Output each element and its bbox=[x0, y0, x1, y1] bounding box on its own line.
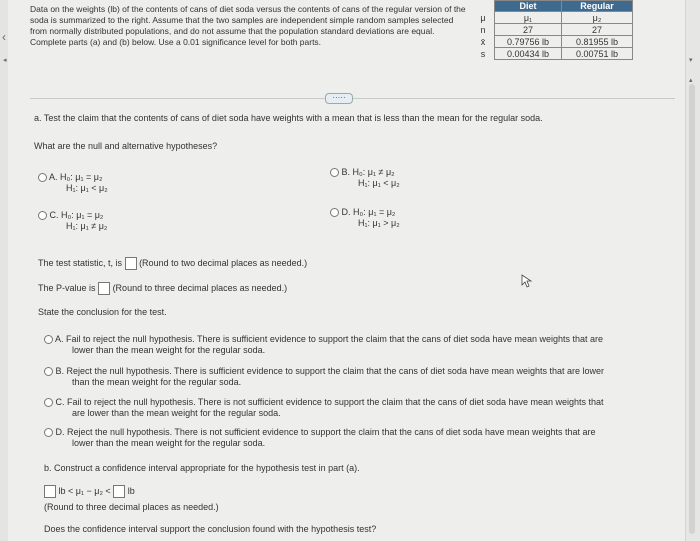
hyp-option-c[interactable] bbox=[38, 210, 107, 232]
test-statistic-line bbox=[38, 257, 307, 270]
conclusion-text: are lower than the mean weight for the regular soda. bbox=[72, 408, 281, 418]
ci-lower-input[interactable] bbox=[44, 485, 56, 498]
table-cell: 0.00434 lb bbox=[495, 48, 562, 60]
table-cell: μ₂ bbox=[562, 12, 633, 24]
left-margin bbox=[0, 0, 8, 541]
row-label: s bbox=[480, 48, 486, 59]
p-value-input[interactable] bbox=[98, 282, 110, 295]
conclusion-option-b[interactable] bbox=[44, 366, 664, 388]
alt-hypothesis: H₁: μ₁ < μ₂ bbox=[66, 183, 108, 193]
alt-hypothesis: H₁: μ₁ < μ₂ bbox=[358, 178, 400, 188]
row-label: n bbox=[480, 24, 486, 35]
scroll-down-icon[interactable]: ▾ bbox=[689, 57, 693, 64]
hyp-option-d[interactable] bbox=[330, 207, 400, 229]
option-letter: B. bbox=[55, 366, 65, 376]
table-cell: 27 bbox=[562, 24, 633, 36]
null-hypothesis: H₀: μ₁ ≠ μ₂ bbox=[352, 167, 395, 177]
row-label: μ bbox=[480, 12, 486, 23]
table-cell: 0.81955 lb bbox=[562, 36, 633, 48]
scrollbar[interactable] bbox=[685, 0, 700, 541]
option-letter: A. bbox=[55, 334, 64, 344]
alt-hypothesis: H₁: μ₁ > μ₂ bbox=[358, 218, 400, 228]
more-button[interactable]: ····· bbox=[325, 93, 353, 104]
radio-button[interactable] bbox=[44, 428, 53, 437]
option-letter: C. bbox=[49, 210, 59, 220]
conclusion-text: than the mean weight for the regular soda. bbox=[72, 377, 242, 387]
hypotheses-prompt: What are the null and alternative hypotheses? bbox=[34, 141, 218, 151]
conclusion-text: lower than the mean weight for the regular soda. bbox=[72, 345, 266, 355]
option-letter: A. bbox=[49, 172, 58, 182]
test-statistic-input[interactable] bbox=[125, 257, 137, 270]
option-letter: C. bbox=[55, 397, 65, 407]
ci-unit: lb bbox=[127, 486, 135, 496]
ci-upper-input[interactable] bbox=[113, 485, 125, 498]
test-statistic-label: The test statistic, t, is bbox=[38, 258, 123, 268]
row-label: x̄ bbox=[480, 36, 486, 47]
table-cell: 0.79756 lb bbox=[495, 36, 562, 48]
scrollbar-thumb[interactable] bbox=[689, 84, 695, 534]
conclusion-prompt: State the conclusion for the test. bbox=[38, 307, 167, 317]
scroll-up-icon[interactable]: ▴ bbox=[689, 77, 693, 84]
null-hypothesis: H₀: μ₁ = μ₂ bbox=[61, 210, 104, 220]
mouse-cursor-icon bbox=[521, 274, 533, 288]
left-arrow-icon: ◂ bbox=[3, 57, 7, 64]
null-hypothesis: H₀: μ₁ = μ₂ bbox=[60, 172, 103, 182]
table-header-diet: Diet bbox=[495, 1, 562, 12]
p-value-line bbox=[38, 282, 287, 295]
conclusion-text: Reject the null hypothesis. There is sufficient evidence to support the claim that the cans of diet soda have mean weights that are lower bbox=[66, 366, 605, 376]
conclusion-text: Fail to reject the null hypothesis. There is not sufficient evidence to support the claim that the cans of diet soda have mean weights that bbox=[67, 397, 604, 407]
back-chevron-icon[interactable]: ‹ bbox=[2, 30, 6, 44]
table-cell: μ₁ bbox=[495, 12, 562, 24]
radio-button[interactable] bbox=[44, 335, 53, 344]
table-cell: 27 bbox=[495, 24, 562, 36]
p-value-label: The P-value is bbox=[38, 283, 96, 293]
radio-button[interactable] bbox=[330, 208, 339, 217]
table-cell: 0.00751 lb bbox=[562, 48, 633, 60]
problem-text: Data on the weights (lb) of the contents of cans of diet soda versus the contents of cans of the regular version of the soda is summarized to the right. Assume that the two samples are independent simple random samples selected from normally distributed populations, and do not assume that the population standard deviations are equal. Complete parts (a) and (b) below. Use a 0.01 significance level for both parts. bbox=[30, 4, 466, 47]
conclusion-text: Fail to reject the null hypothesis. There is sufficient evidence to support the claim that the cans of diet soda have mean weights that are bbox=[66, 334, 604, 344]
conclusion-text: Reject the null hypothesis. There is not sufficient evidence to support the claim that the cans of diet soda have mean weights that are bbox=[67, 427, 596, 437]
ci-expression: lb < μ₁ − μ₂ < bbox=[58, 486, 111, 496]
option-letter: B. bbox=[341, 167, 351, 177]
alt-hypothesis: H₁: μ₁ ≠ μ₂ bbox=[66, 221, 108, 231]
radio-button[interactable] bbox=[330, 168, 339, 177]
part-a-question: a. Test the claim that the contents of cans of diet soda have weights with a mean that is less than the mean for the regular soda. bbox=[34, 113, 543, 123]
conclusion-option-d[interactable] bbox=[44, 427, 664, 449]
confidence-interval-line bbox=[44, 485, 135, 498]
ci-rounding-note: (Round to three decimal places as needed.) bbox=[44, 502, 219, 512]
conclusion-text: lower than the mean weight for the regular soda. bbox=[72, 438, 266, 448]
conclusion-option-a[interactable] bbox=[44, 334, 664, 356]
data-table bbox=[472, 0, 633, 60]
radio-button[interactable] bbox=[44, 367, 53, 376]
radio-button[interactable] bbox=[44, 398, 53, 407]
table-header-regular: Regular bbox=[562, 1, 633, 12]
radio-button[interactable] bbox=[38, 173, 47, 182]
hyp-option-b[interactable] bbox=[330, 167, 400, 189]
support-question: Does the confidence interval support the conclusion found with the hypothesis test? bbox=[44, 524, 377, 534]
option-letter: D. bbox=[341, 207, 351, 217]
option-letter: D. bbox=[55, 427, 65, 437]
rounding-note: (Round to three decimal places as needed.) bbox=[112, 283, 288, 293]
conclusion-option-c[interactable] bbox=[44, 397, 664, 419]
rounding-note: (Round to two decimal places as needed.) bbox=[139, 258, 308, 268]
radio-button[interactable] bbox=[38, 211, 47, 220]
hyp-option-a[interactable] bbox=[38, 172, 108, 194]
part-b-question: b. Construct a confidence interval appropriate for the hypothesis test in part (a). bbox=[44, 463, 360, 473]
null-hypothesis: H₀: μ₁ = μ₂ bbox=[353, 207, 396, 217]
